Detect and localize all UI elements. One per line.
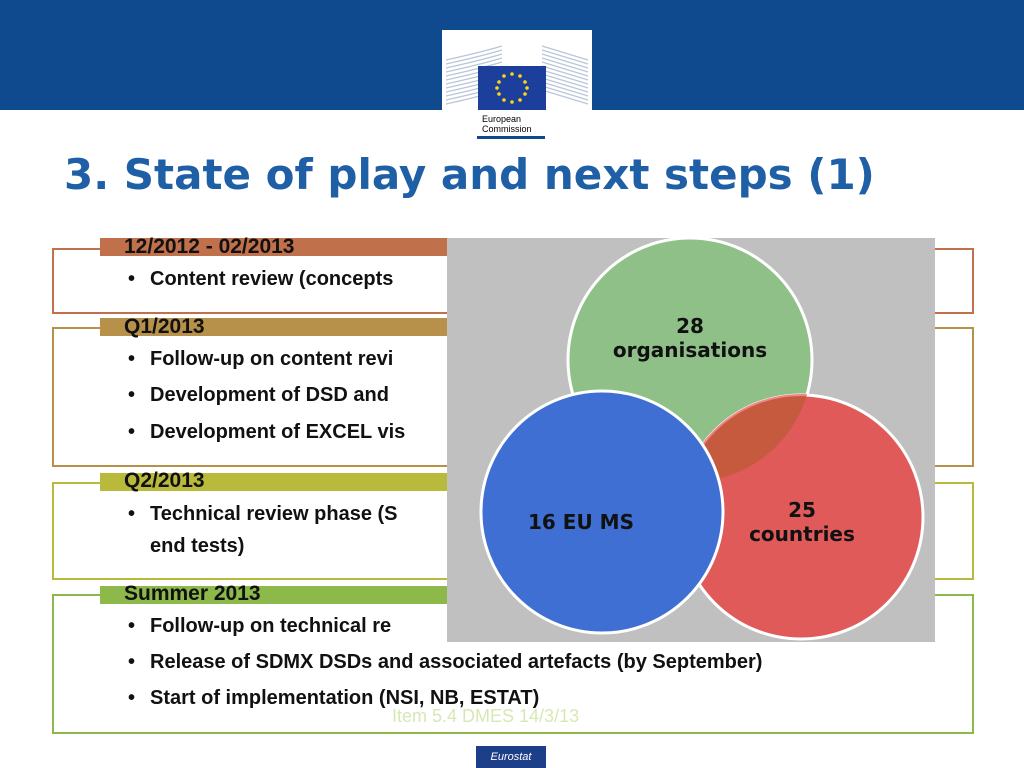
period-label-4: Summer 2013: [124, 582, 261, 605]
bullet-4-2: • Release of SDMX DSDs and associated artefacts (by September): [128, 651, 763, 673]
eurostat-badge: Eurostat: [476, 746, 546, 768]
bullet-4-1: • Follow-up on technical re: [128, 615, 392, 637]
bullet-3-1: • Technical review phase (S end tests): [128, 503, 398, 557]
logo-line-commission: Commission: [482, 124, 532, 134]
european-commission-logo: [442, 30, 592, 146]
bullet-2-1: • Follow-up on content revi: [128, 348, 394, 370]
period-label-1: 12/2012 - 02/2013: [124, 235, 295, 258]
bullet-2-2: • Development of DSD and: [128, 384, 389, 406]
footer-note: Item 5.4 DMES 14/3/13: [392, 706, 580, 726]
venn-label-organisations: 28 organisations: [612, 314, 768, 362]
logo-underline: [477, 136, 545, 139]
period-label-3: Q2/2013: [124, 469, 205, 492]
bullet-4-3: • Start of implementation (NSI, NB, ESTAT): [128, 687, 540, 709]
venn-label-eu-ms: 16 EU MS: [528, 510, 634, 534]
bullet-2-3: • Development of EXCEL vis: [128, 421, 406, 443]
venn-diagram: [447, 238, 935, 642]
logo-line-european: European: [482, 114, 522, 124]
bullet-1-1: • Content review (concepts: [128, 268, 394, 290]
period-label-2: Q1/2013: [124, 315, 205, 338]
slide-title: 3. State of play and next steps (1): [64, 150, 875, 199]
logo-text: [482, 114, 532, 134]
venn-label-countries: 25 countries: [749, 498, 855, 546]
